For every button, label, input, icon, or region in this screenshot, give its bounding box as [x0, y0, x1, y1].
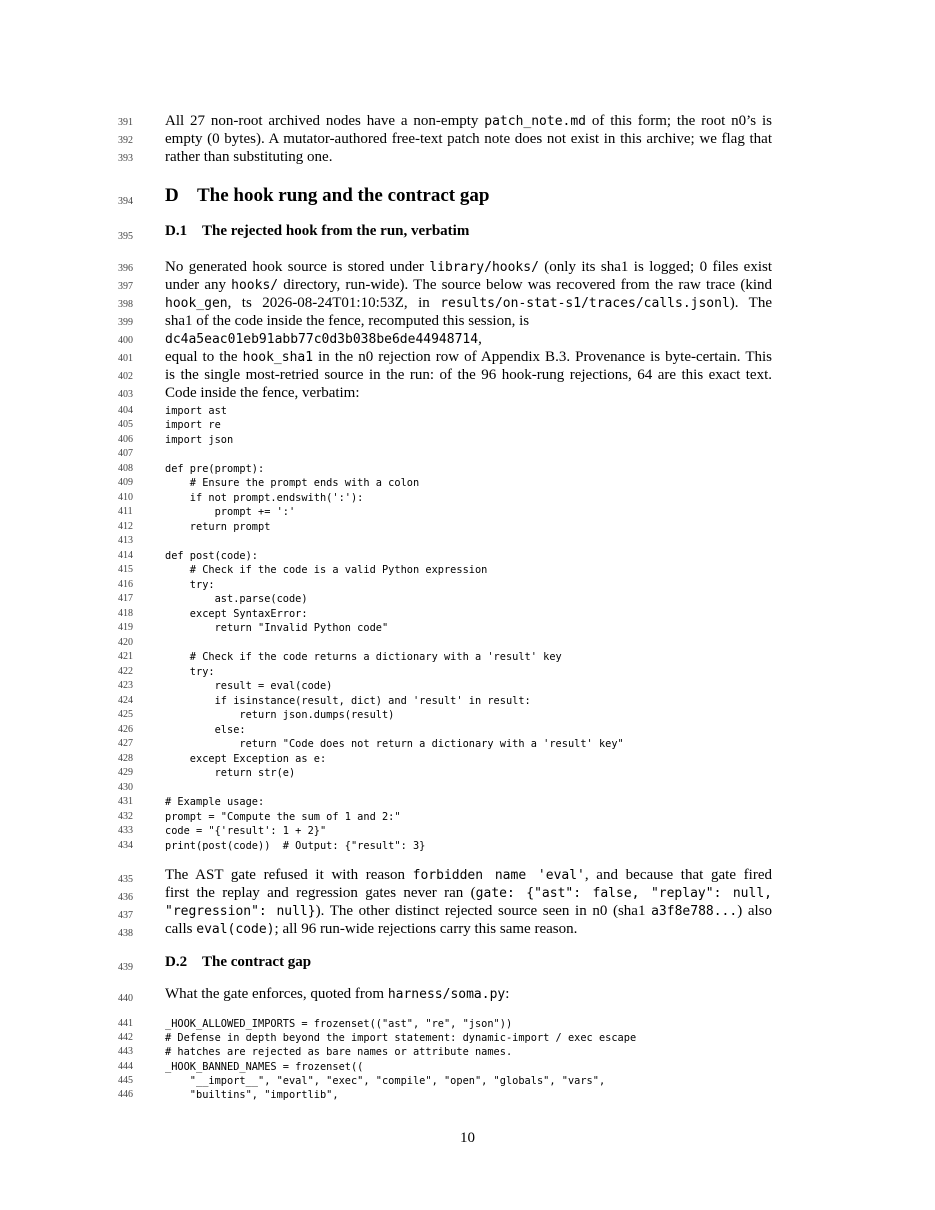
line-number: 423: [118, 680, 133, 691]
line-number: 429: [118, 767, 133, 778]
code-line: def post(code):: [165, 549, 258, 562]
line-number: 427: [118, 738, 133, 749]
line-number: 439: [118, 962, 133, 973]
line-number: 420: [118, 636, 133, 648]
code-line: try:: [165, 578, 215, 591]
line-number: 430: [118, 781, 133, 793]
code-line: return "Code does not return a dictionary with a 'result' key": [165, 738, 624, 750]
code-line: prompt += ':': [165, 506, 296, 518]
line-number: 391: [118, 117, 133, 128]
code-line: # hatches are rejected as bare names or attribute names.: [165, 1046, 513, 1059]
line-number: 406: [118, 433, 133, 445]
text-line: hook_gen, ts 2026-08-24T01:10:53Z, in results/on-stat-s1/traces/calls.jsonl). The: [165, 295, 773, 311]
code-line: code = "{'result': 1 + 2}": [165, 825, 327, 837]
code-line: def pre(prompt):: [165, 462, 265, 475]
code-line: # Ensure the prompt ends with a colon: [165, 477, 420, 489]
line-number: 422: [118, 665, 133, 677]
line-number: 411: [118, 506, 133, 517]
code-line: except SyntaxError:: [165, 607, 308, 620]
line-number: 437: [118, 910, 133, 921]
code-line: # Check if the code returns a dictionary with a 'result' key: [165, 651, 562, 663]
line-number: 432: [118, 810, 133, 822]
line-number: 421: [118, 651, 133, 662]
code-line: "builtins", "importlib",: [165, 1089, 339, 1101]
line-number: 392: [118, 135, 133, 146]
code-line: prompt = "Compute the sum of 1 and 2:": [165, 810, 401, 823]
text-line: is the single most-retried source in the run: of the 96 hook-rung rejections, 64 are this exact text.: [165, 367, 772, 383]
code-line: try:: [165, 665, 215, 678]
text-line: Code inside the fence, verbatim:: [165, 385, 360, 401]
text-line: dc4a5eac01eb91abb77c0d3b038be6de44948714,: [165, 331, 482, 347]
code-line: import ast: [165, 404, 227, 417]
code-line: result = eval(code): [165, 680, 333, 692]
text-line: calls eval(code); all 96 run-wide rejections carry this same reason.: [165, 921, 578, 937]
line-number: 442: [118, 1032, 133, 1044]
line-number: 412: [118, 520, 133, 532]
code-line: # Defense in depth beyond the import statement: dynamic-import / exec escape: [165, 1032, 637, 1045]
code-line: "__import__", "eval", "exec", "compile", "open", "globals", "vars",: [165, 1074, 606, 1087]
line-number: 424: [118, 694, 133, 706]
line-number: 433: [118, 825, 133, 836]
line-number: 419: [118, 622, 133, 633]
line-number: 444: [118, 1060, 133, 1072]
line-number: 399: [118, 317, 133, 328]
code-line: except Exception as e:: [165, 752, 327, 765]
code-line: import json: [165, 433, 234, 446]
sha1-hash: dc4a5eac01eb91abb77c0d3b038be6de44948714: [165, 332, 479, 347]
text-line: What the gate enforces, quoted from harness/soma.py:: [165, 986, 510, 1002]
line-number: 445: [118, 1074, 133, 1086]
line-number: 431: [118, 796, 133, 807]
line-number: 397: [118, 281, 133, 292]
text-line: All 27 non-root archived nodes have a non-empty patch_note.md of this form; the root n0’s is: [165, 113, 772, 129]
subsection-heading: D.2 The contract gap: [165, 954, 312, 970]
line-number: 405: [118, 419, 133, 430]
line-number: 440: [118, 993, 133, 1004]
line-number: 402: [118, 371, 133, 382]
code-line: # Check if the code is a valid Python expression: [165, 564, 488, 576]
line-number: 400: [118, 335, 133, 346]
line-number: 410: [118, 491, 133, 503]
text-line: No generated hook source is stored under library/hooks/ (only its sha1 is logged; 0 files exist: [165, 259, 773, 275]
line-number: 394: [118, 196, 133, 207]
line-number: 401: [118, 353, 133, 364]
code-line: return prompt: [165, 520, 271, 533]
line-number: 414: [118, 549, 133, 561]
line-number: 409: [118, 477, 133, 488]
code-line: return json.dumps(result): [165, 709, 395, 721]
line-number: 441: [118, 1018, 133, 1029]
section-heading: D The hook rung and the contract gap: [165, 185, 490, 206]
text-line: "regression": null}). The other distinct rejected source seen in n0 (sha1 a3f8e788...) also: [165, 903, 772, 919]
line-number: 413: [118, 535, 133, 546]
line-number: 436: [118, 892, 133, 903]
line-number: 425: [118, 709, 133, 720]
text-line: empty (0 bytes). A mutator-authored free-text patch note does not exist in this archive; we flag that: [165, 131, 772, 147]
line-number: 403: [118, 389, 133, 400]
line-number: 416: [118, 578, 133, 590]
code-line: return "Invalid Python code": [165, 622, 389, 634]
subsection-heading: D.1 The rejected hook from the run, verbatim: [165, 223, 470, 239]
text-line: first the replay and regression gates never ran (gate: {"ast": false, "replay": null,: [165, 885, 772, 901]
line-number: 396: [118, 263, 133, 274]
line-number: 426: [118, 723, 133, 735]
text-line: equal to the hook_sha1 in the n0 rejection row of Appendix B.3. Provenance is byte-certain. This: [165, 349, 772, 365]
code-line: ast.parse(code): [165, 593, 308, 605]
line-number: 438: [118, 928, 133, 939]
line-number: 428: [118, 752, 133, 764]
code-line: return str(e): [165, 767, 296, 779]
line-number: 417: [118, 593, 133, 604]
line-number: 393: [118, 153, 133, 164]
text-line: The AST gate refused it with reason forbidden name 'eval', and because that gate fired: [165, 867, 772, 883]
code-line: if isinstance(result, dict) and 'result' in result:: [165, 694, 531, 707]
line-number: 407: [118, 448, 133, 459]
code-line: _HOOK_BANNED_NAMES = frozenset((: [165, 1060, 364, 1073]
line-number: 435: [118, 874, 133, 885]
line-number: 415: [118, 564, 133, 575]
line-number: 446: [118, 1089, 133, 1100]
page-number: 10: [460, 1130, 475, 1146]
line-number: 398: [118, 299, 133, 310]
text-line: under any hooks/ directory, run-wide). The source below was recovered from the raw trace (kind: [165, 277, 773, 293]
line-number: 404: [118, 404, 133, 416]
code-line: else:: [165, 723, 246, 736]
line-number: 395: [118, 231, 133, 242]
line-number: 443: [118, 1046, 133, 1058]
code-line: print(post(code)) # Output: {"result": 3}: [165, 839, 426, 852]
text-line: rather than substituting one.: [165, 149, 333, 165]
code-line: # Example usage:: [165, 796, 265, 808]
line-number: 434: [118, 839, 133, 851]
code-line: if not prompt.endswith(':'):: [165, 491, 364, 504]
code-line: import re: [165, 419, 221, 431]
line-number: 418: [118, 607, 133, 619]
line-number: 408: [118, 462, 133, 474]
code-line: _HOOK_ALLOWED_IMPORTS = frozenset(("ast", "re", "json")): [165, 1018, 513, 1030]
text-line: sha1 of the code inside the fence, recomputed this session, is: [165, 313, 530, 329]
